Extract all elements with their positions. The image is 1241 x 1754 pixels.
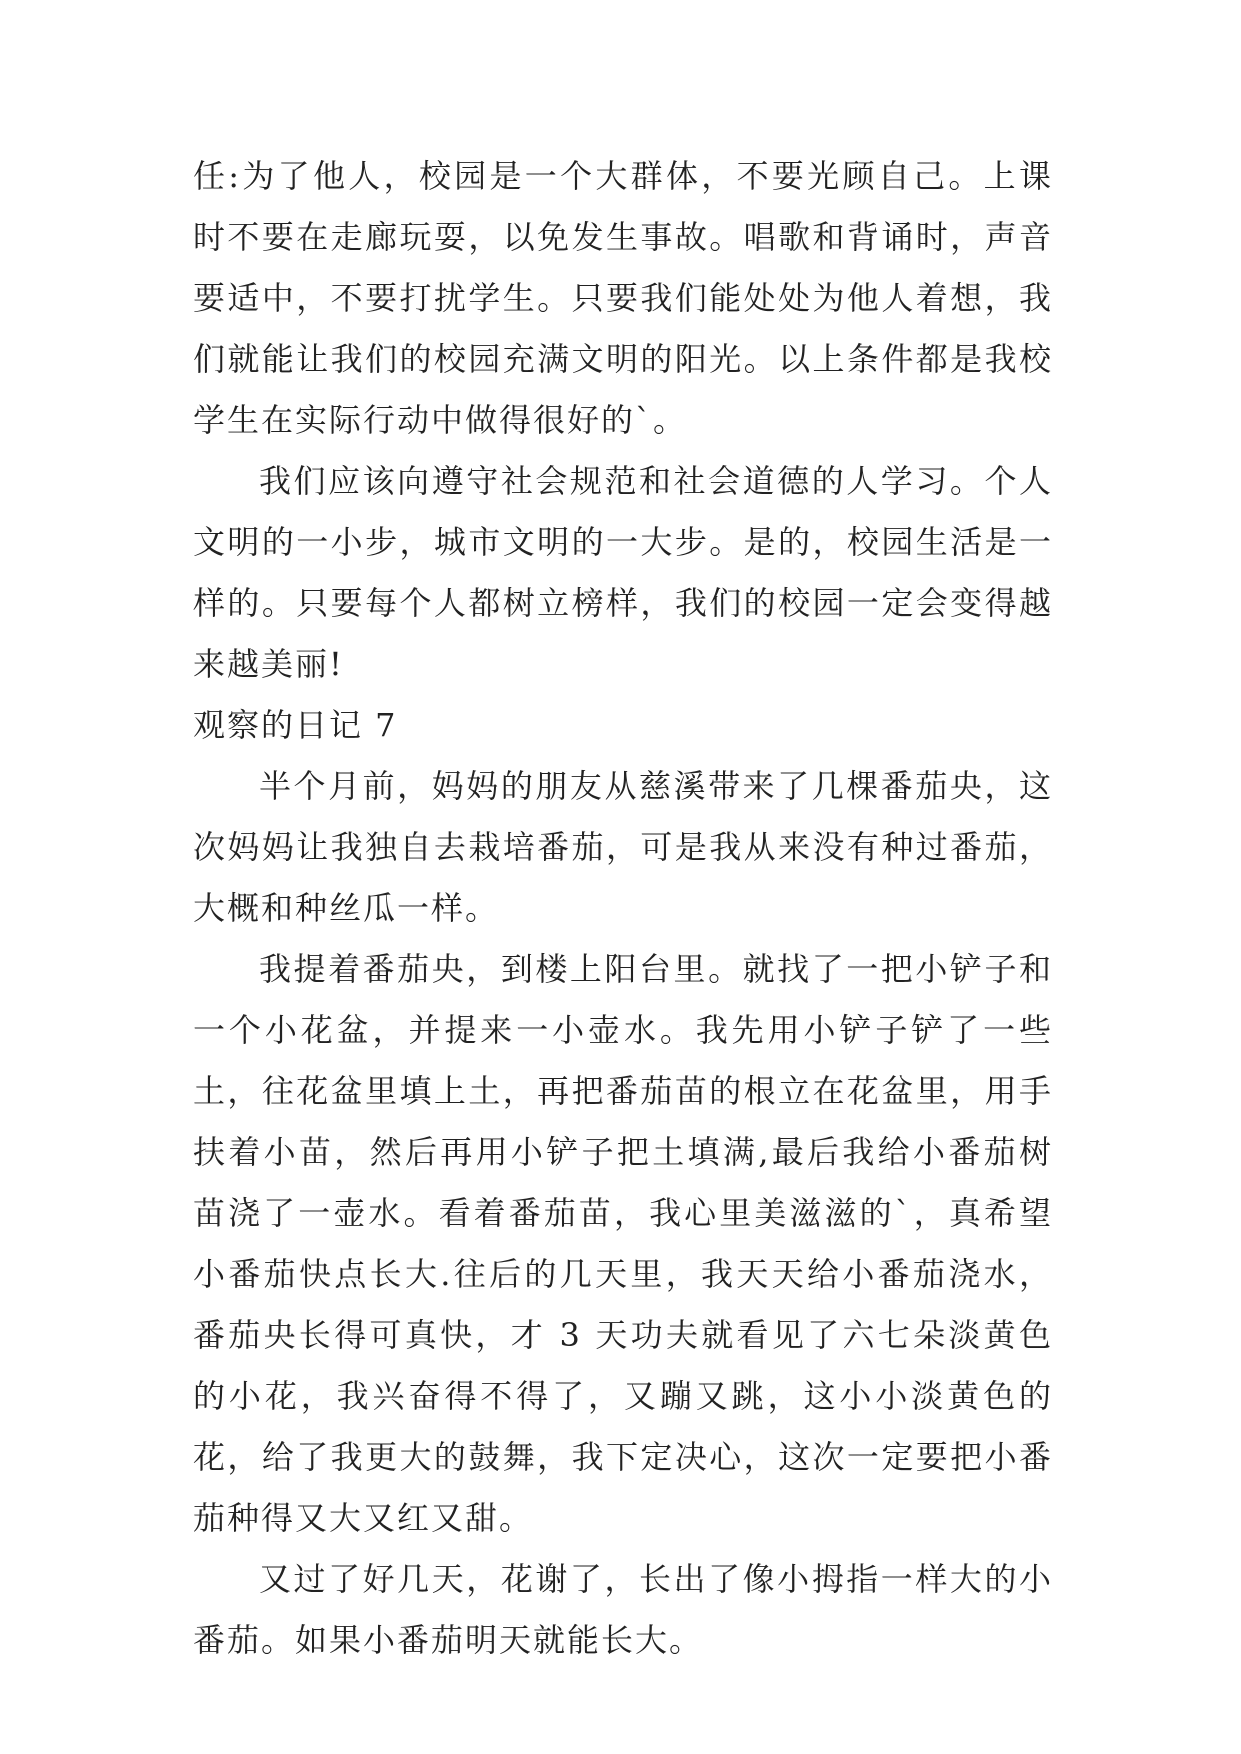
document-body: [193, 146, 1053, 1671]
paragraph: 半个月前，妈妈的朋友从慈溪带来了几棵番茄央，这次妈妈让我独自去栽培番茄，可是我从来没有种过番茄，大概和种丝瓜一样。: [193, 767, 1053, 927]
paragraph: 我提着番茄央，到楼上阳台里。就找了一把小铲子和一个小花盆，并提来一小壶水。我先用小铲子铲了一些土，往花盆里填上土，再把番茄苗的根立在花盆里，用手扶着小苗，然后再用小铲子把土填满,最后我给小番茄树苗浇了一壶水。看着番茄苗，我心里美滋滋的`，真希望小番茄快点长大.往后的几天里，我天天给小番茄浇水，番茄央长得可真快，才 3 天功夫就看见了六七朵淡黄色的小花，我兴奋得不得了，又蹦又跳，这小小淡黄色的花，给了我更大的鼓舞，我下定决心，这次一定要把小番茄种得又大又红又甜。: [193, 950, 1053, 1537]
paragraph: 我们应该向遵守社会规范和社会道德的人学习。个人文明的一小步，城市文明的一大步。是的，校园生活是一样的。只要每个人都树立榜样，我们的校园一定会变得越来越美丽!: [193, 462, 1053, 683]
paragraph: 又过了好几天，花谢了，长出了像小拇指一样大的小番茄。如果小番茄明天就能长大。: [193, 1560, 1053, 1659]
section-title: 观察的日记 7: [193, 706, 398, 744]
paragraph: 任:为了他人，校园是一个大群体，不要光顾自己。上课时不要在走廊玩耍，以免发生事故。唱歌和背诵时，声音要适中，不要打扰学生。只要我们能处处为他人着想，我们就能让我们的校园充满文明的阳光。以上条件都是我校学生在实际行动中做得很好的`。: [193, 157, 1053, 439]
